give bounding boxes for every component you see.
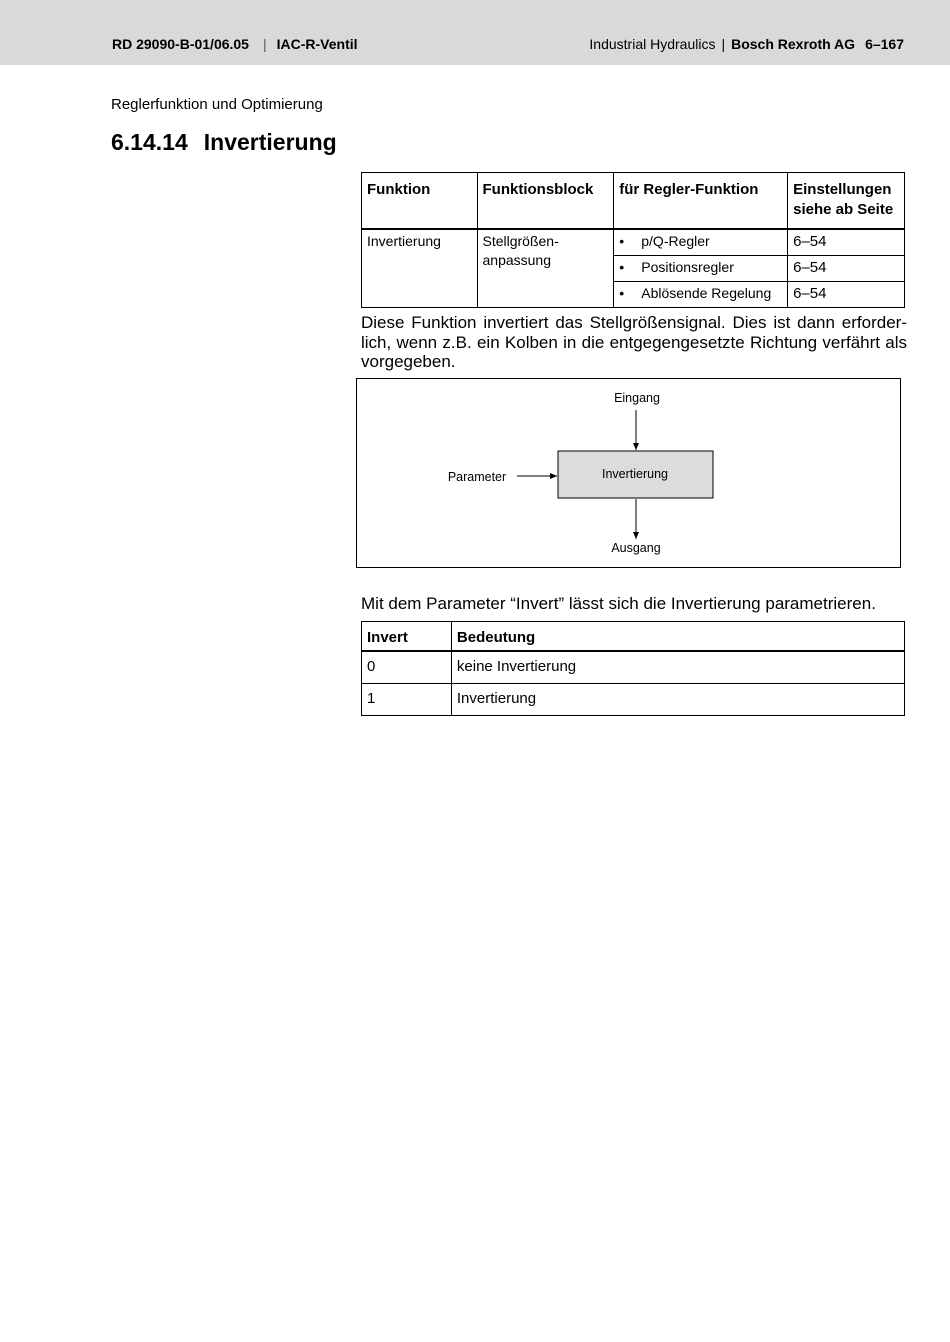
block-cell: Stellgrößen-anpassung [477, 229, 614, 308]
table-row [362, 651, 905, 684]
input-label: Eingang [614, 391, 660, 405]
column-header: Einstellungen siehe ab Seite [788, 173, 905, 230]
table-header-row [362, 622, 905, 652]
meaning-cell: Invertierung [451, 684, 904, 716]
company-name: Bosch Rexroth AG [731, 36, 856, 52]
table-header-row [362, 173, 905, 230]
column-header: Invert [362, 622, 452, 652]
division-name: Industrial Hydraulics [589, 36, 716, 52]
invert-value-cell: 0 [362, 651, 452, 684]
header-separator: | [262, 36, 267, 52]
block-label: Invertierung [601, 467, 669, 481]
invert-value-cell: 1 [362, 684, 452, 716]
output-label: Ausgang [611, 541, 661, 555]
page-ref-cell: 6–54 [788, 229, 905, 256]
header-left [112, 36, 358, 52]
doc-number: RD 29090-B-01/06.05 [112, 36, 249, 52]
controller-cell [614, 282, 788, 308]
page-ref-cell: 6–54 [788, 282, 905, 308]
parameter-paragraph: Mit dem Parameter “Invert” lässt sich die Invertierung parametrieren. [361, 594, 876, 613]
controller-cell [614, 256, 788, 282]
page-number: 6–167 [865, 36, 904, 52]
page-ref-cell: 6–54 [788, 256, 905, 282]
invert-table [361, 621, 905, 716]
section-number: 6.14.14 [111, 129, 188, 155]
parameter-label: Parameter [447, 470, 507, 484]
table-row [362, 684, 905, 716]
diagram-canvas [357, 379, 902, 569]
function-table [361, 172, 905, 308]
description-paragraph: Diese Funktion invertiert das Stellgrößensignal. Dies ist dann erforderlich, wenn z.B. ein Kolben in die entgegengesetzte Richtung verfährt als vorgegeben. [361, 313, 907, 371]
column-header: für Regler-Funktion [614, 173, 788, 230]
product-name: IAC-R-Ventil [276, 36, 358, 52]
header-right [589, 36, 904, 52]
controller-cell [614, 229, 788, 256]
section-title [111, 129, 337, 156]
table-row [362, 229, 905, 256]
controller-name: Positionsregler [641, 259, 734, 275]
bullet: • [619, 285, 625, 301]
header-separator: | [721, 36, 726, 52]
bullet: • [619, 233, 625, 249]
column-header: Bedeutung [451, 622, 904, 652]
section-heading: Invertierung [203, 129, 337, 155]
column-header: Funktion [362, 173, 478, 230]
function-cell: Invertierung [362, 229, 478, 308]
controller-name: p/Q-Regler [641, 233, 710, 249]
page-header [0, 0, 950, 65]
bullet: • [619, 259, 625, 275]
column-header: Funktionsblock [477, 173, 614, 230]
meaning-cell: keine Invertierung [451, 651, 904, 684]
controller-name: Ablösende Regelung [641, 285, 772, 301]
block-diagram [356, 378, 901, 568]
breadcrumb: Reglerfunktion und Optimierung [111, 96, 323, 113]
